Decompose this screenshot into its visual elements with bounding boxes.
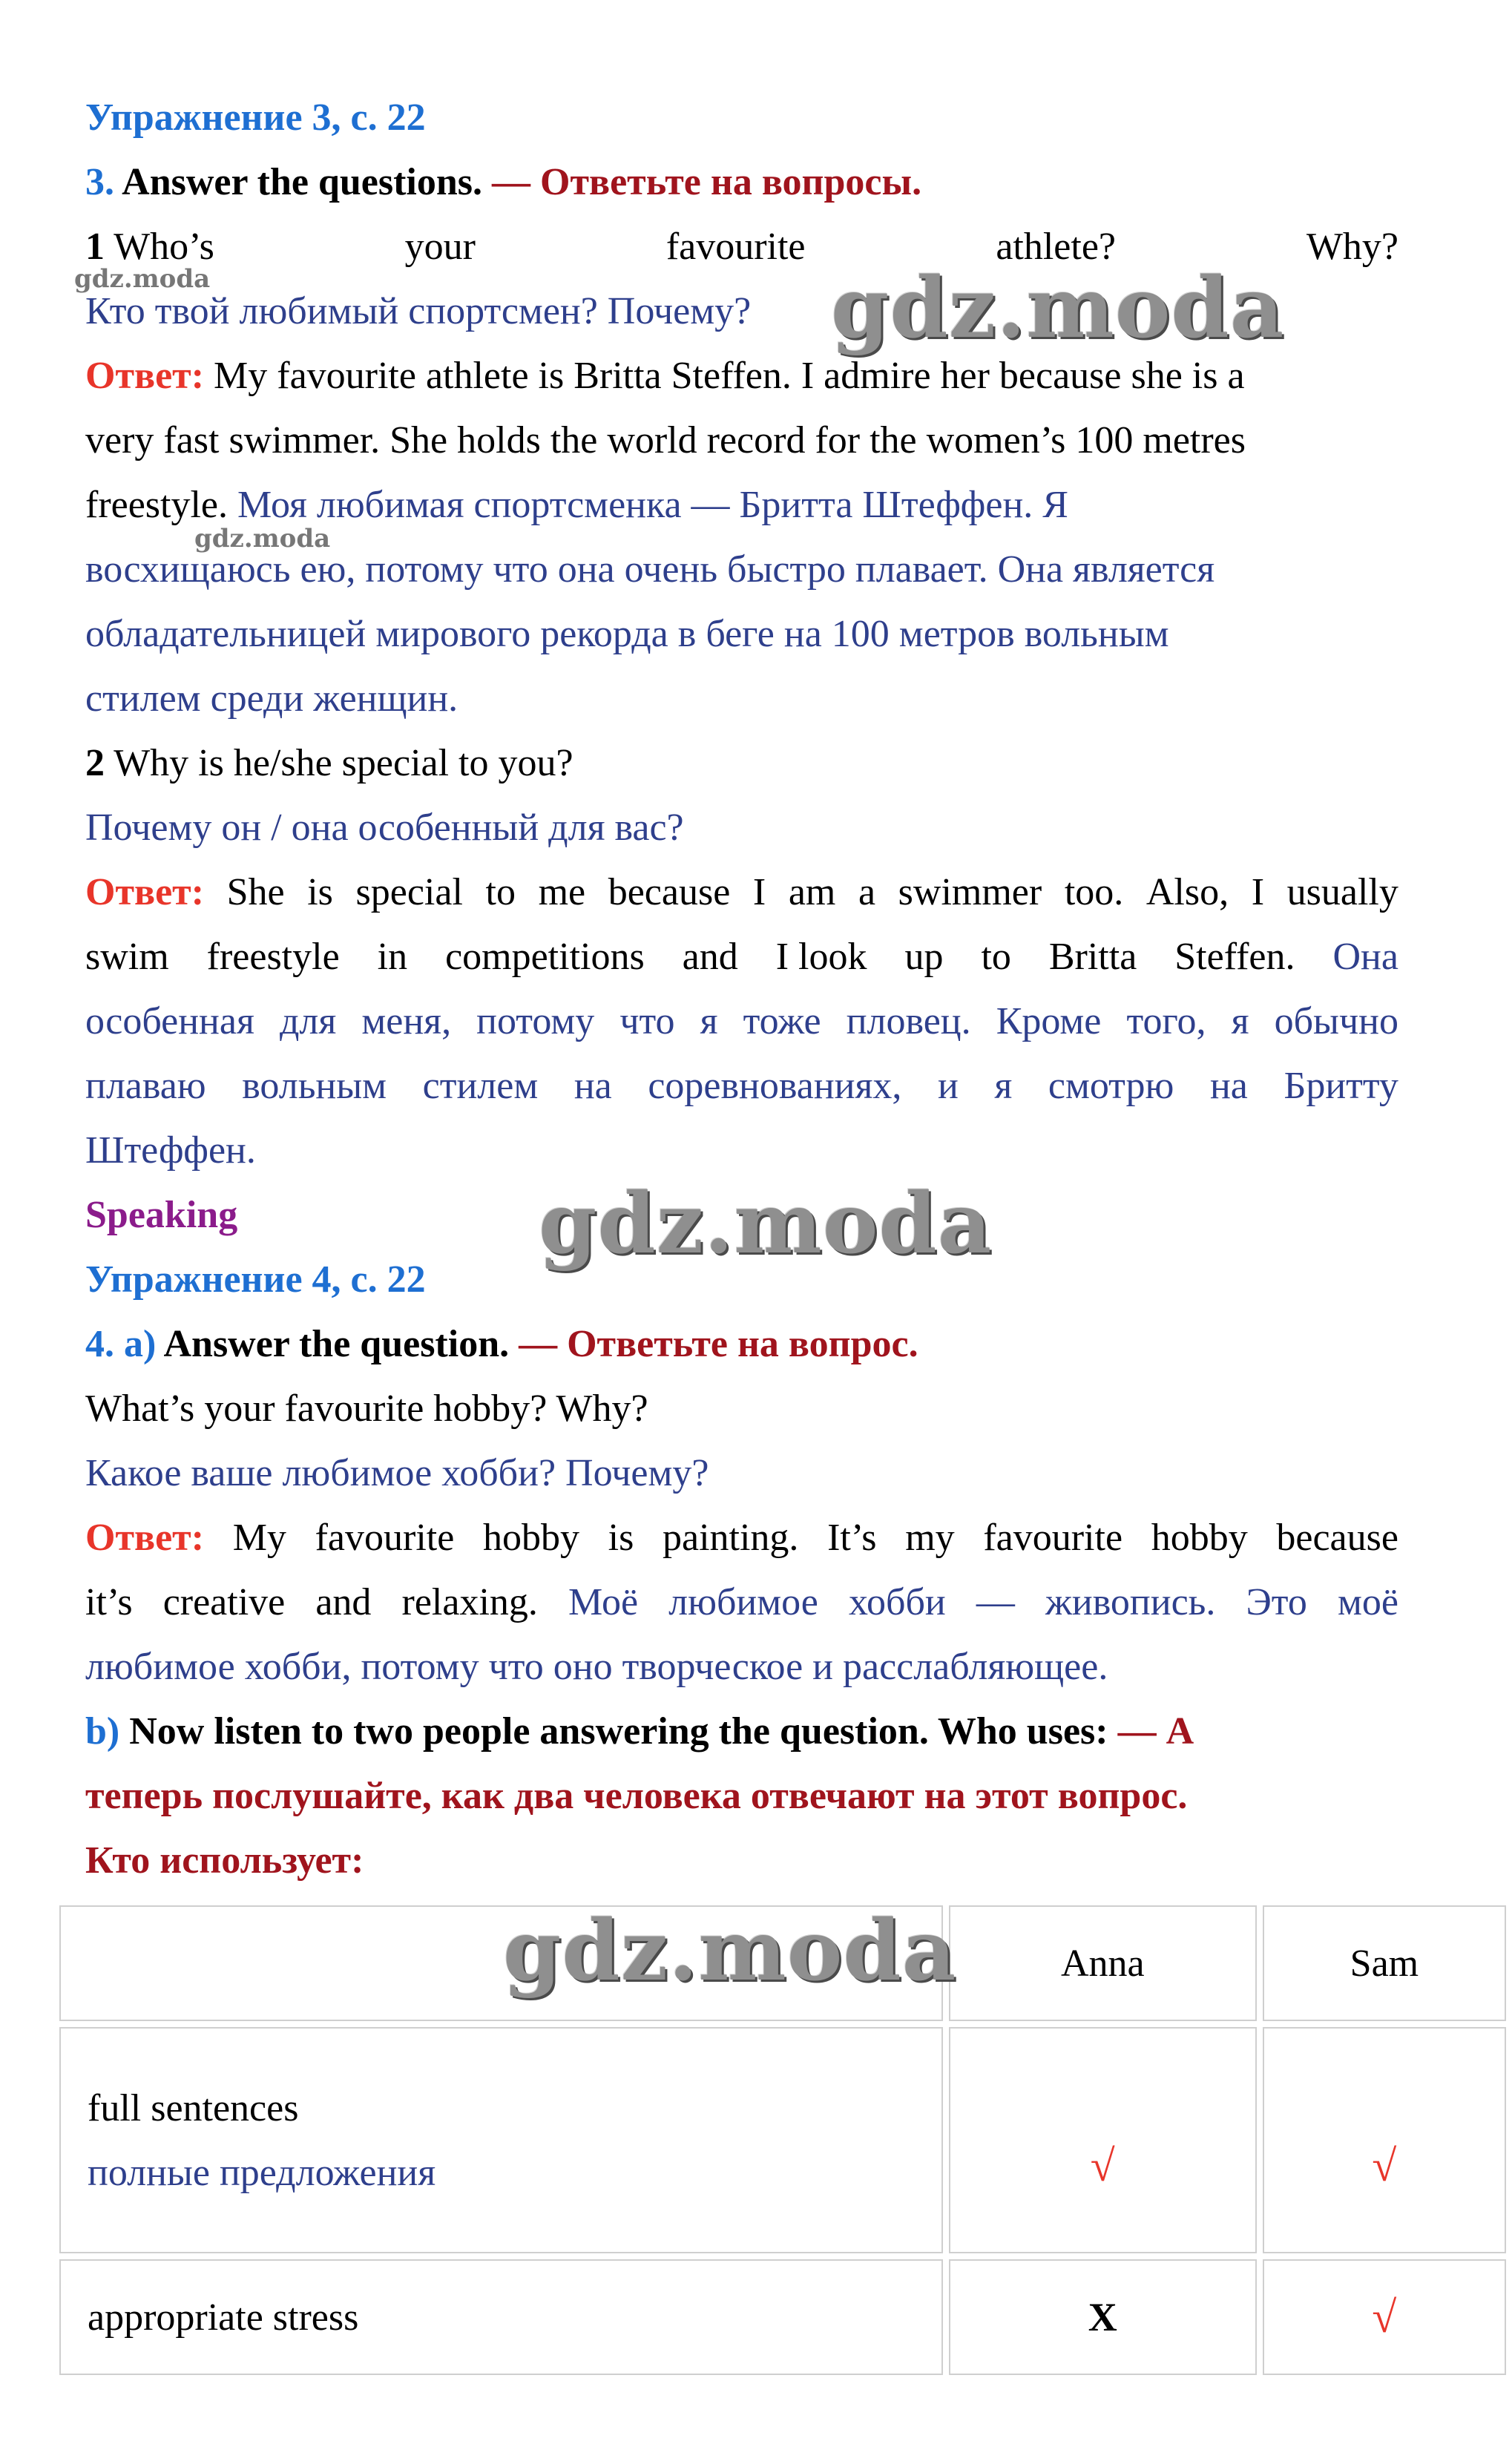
ex4-a-word: favourite	[983, 1517, 1123, 1559]
watermark: gdz.moda	[503, 1902, 957, 2000]
ex4b-ru1: — А	[1117, 1710, 1194, 1753]
a2-ru-line5: Штеффен.	[85, 1129, 256, 1172]
ex4-a-word-ru: Это	[1246, 1581, 1307, 1623]
a2-ru-word: пловец.	[846, 1000, 971, 1042]
a2-ru-word: для	[279, 1000, 337, 1042]
a2-ru-word: особенная	[85, 1000, 254, 1042]
ex4-a-word: My	[232, 1517, 286, 1559]
row-label-en: appropriate stress	[59, 2259, 943, 2375]
a2-word: I	[752, 871, 766, 913]
a2-word: up	[904, 936, 944, 978]
ex4-a-word: my	[905, 1517, 955, 1559]
ex4-a-word-ru: моё	[1337, 1581, 1398, 1623]
a2-line2	[85, 924, 1398, 989]
ex3-num: 3.	[85, 161, 114, 203]
ex4-a-word: It’s	[827, 1517, 877, 1559]
q1-word: your	[404, 226, 476, 268]
ex4-question-ru: Какое ваше любимое хобби? Почему?	[85, 1452, 709, 1494]
a2-word: is	[307, 871, 333, 913]
cross-mark: X	[1088, 2295, 1117, 2339]
a2-ru-word: смотрю	[1048, 1065, 1174, 1107]
a1-ru-line4: восхищаюсь ею, потому что она очень быстро плавает. Она является	[85, 548, 1215, 591]
a2-ru-word: обычно	[1274, 1000, 1398, 1042]
q2-line	[85, 731, 1398, 795]
a2-word-ru: Она	[1332, 936, 1398, 978]
ex4b-num: b)	[85, 1710, 120, 1753]
watermark: gdz.moda	[831, 260, 1285, 357]
ex3-heading: Упражнение 3, с. 22	[85, 96, 426, 139]
cell-sam	[1263, 2027, 1506, 2253]
col-anna-header: Anna	[949, 1905, 1257, 2021]
q1-word: Who’s	[114, 226, 214, 268]
a2-word: in	[377, 936, 408, 978]
ex4-num: 4. a)	[85, 1323, 157, 1365]
a1-ru-line6: стилем среди женщин.	[85, 677, 458, 720]
ex4-a-word: hobby	[482, 1517, 579, 1559]
a2-label: Ответ:	[85, 871, 205, 913]
ex3-task-ru: — Ответьте на вопросы.	[492, 161, 922, 203]
a2-ru-word: соревнованиях,	[648, 1065, 902, 1107]
table-row	[59, 2027, 1506, 2253]
q1-word: athlete?	[996, 226, 1116, 268]
a2-ru-word: вольным	[242, 1065, 387, 1107]
cell-sam	[1263, 2259, 1506, 2375]
q1-word: favourite	[665, 226, 806, 268]
a2-word: too.	[1064, 871, 1124, 913]
row-label	[59, 2027, 943, 2253]
col-sam-header: Sam	[1263, 1905, 1506, 2021]
a2-word: competitions	[445, 936, 645, 978]
ex4-a-word: painting.	[663, 1517, 799, 1559]
ex4-a-word: creative	[162, 1581, 286, 1623]
ex4-a-word-ru: Моё	[568, 1581, 639, 1623]
ex4-a-line1	[85, 1505, 1398, 1570]
a2-word: usually	[1286, 871, 1398, 913]
a1-line2: very fast swimmer. She holds the world record for the women’s 100 metres	[85, 419, 1246, 462]
ex4-a-word-ru: любимое	[668, 1581, 818, 1623]
ex4b-en: Now listen to two people answering the question. Who uses:	[129, 1710, 1108, 1753]
watermark-small: gdz.moda	[194, 524, 331, 554]
a2-word: am	[788, 871, 836, 913]
a1-ru-line5: обладательницей мирового рекорда в беге на 100 метров вольным	[85, 613, 1169, 655]
q1-num: 1	[85, 226, 105, 268]
a2-word: a	[858, 871, 876, 913]
a2-ru-word: на	[1209, 1065, 1248, 1107]
a2-ru-word: что	[619, 1000, 675, 1042]
check-mark: √	[1372, 2141, 1397, 2190]
q2-num: 2	[85, 742, 105, 784]
a2-word: to	[485, 871, 516, 913]
ex4-a-line2	[85, 1570, 1398, 1635]
a2-word: I look	[775, 936, 867, 978]
a2-ru-word: стилем	[422, 1065, 539, 1107]
watermark-small: gdz.moda	[74, 264, 211, 294]
a2-word: Steffen.	[1174, 936, 1295, 978]
ex4-a-word: it’s	[85, 1581, 133, 1623]
cell-anna	[949, 2259, 1257, 2375]
a2-word: Also,	[1145, 871, 1229, 913]
ex4-task-en: Answer the question.	[163, 1323, 510, 1365]
watermark: gdz.moda	[539, 1175, 993, 1272]
a1-text1: My favourite athlete is Britta Steffen. I admire her because she is a	[214, 355, 1245, 397]
ex4-a-word: because	[1276, 1517, 1398, 1559]
a1-label: Ответ:	[85, 355, 205, 397]
a2-ru-word: тоже	[743, 1000, 821, 1042]
ex4b-ru-line2: теперь послушайте, как два человека отвечают на этот вопрос.	[85, 1775, 1188, 1817]
check-mark: √	[1090, 2141, 1115, 2190]
a2-word: I	[1251, 871, 1265, 913]
ex4-a-word-ru: живопись.	[1045, 1581, 1216, 1623]
ex4-a-word: favourite	[315, 1517, 455, 1559]
a1-text3-ru: Моя любимая спортсменка — Бритта Штеффен. Я	[228, 484, 1068, 526]
ex4-heading: Упражнение 4, с. 22	[85, 1258, 426, 1301]
q2-en: Why is he/she special to you?	[114, 742, 573, 784]
row-label-ru: полные предложения	[88, 2151, 436, 2194]
a2-ru-word: Кроме	[996, 1000, 1102, 1042]
q1-word: Why?	[1306, 226, 1398, 268]
a2-ru-word: и	[937, 1065, 959, 1107]
a2-ru-word: я	[700, 1000, 718, 1042]
a2-ru-line4	[85, 1054, 1398, 1118]
ex4-a-word-ru: хобби	[848, 1581, 946, 1623]
ex4-a-word: and	[315, 1581, 372, 1623]
ex4-question: What’s your favourite hobby? Why?	[85, 1387, 648, 1430]
check-mark: √	[1372, 2292, 1397, 2342]
ex4-a-label: Ответ:	[85, 1517, 205, 1559]
a2-word: and	[682, 936, 738, 978]
table-row	[59, 2259, 1506, 2375]
ex4-task-ru: — Ответьте на вопрос.	[519, 1323, 918, 1365]
ex4-a-word: hobby	[1151, 1517, 1248, 1559]
row-label-en: full sentences	[88, 2086, 299, 2129]
q1-translation: Кто твой любимый спортсмен? Почему?	[85, 290, 752, 332]
a2-word: me	[538, 871, 586, 913]
ex3-task	[85, 150, 1398, 214]
a2-ru-line3	[85, 989, 1398, 1054]
a2-word: swimmer	[898, 871, 1042, 913]
speaking-heading: Speaking	[85, 1194, 238, 1236]
ex3-task-en: Answer the questions.	[122, 161, 483, 203]
a2-ru-word: Бритту	[1283, 1065, 1398, 1107]
a2-ru-word: меня,	[361, 1000, 452, 1042]
a2-word: freestyle	[206, 936, 340, 978]
a1-text3-en: freestyle.	[85, 484, 229, 526]
ex4-a-line3: любимое хобби, потому что оно творческое и расслабляющее.	[85, 1646, 1108, 1688]
a2-line1	[85, 860, 1398, 924]
ex4-task	[85, 1312, 1398, 1376]
a2-word: to	[981, 936, 1011, 978]
a2-word: She	[226, 871, 285, 913]
cell-anna	[949, 2027, 1257, 2253]
a2-ru-word: я	[994, 1065, 1013, 1107]
ex4b-ru-line3: Кто использует:	[85, 1839, 364, 1882]
a2-ru-word: я	[1231, 1000, 1249, 1042]
a2-ru-word: потому	[476, 1000, 595, 1042]
a2-word: Britta	[1048, 936, 1137, 978]
a2-ru-word: того,	[1126, 1000, 1206, 1042]
a2-word: because	[608, 871, 731, 913]
ex4b-task	[85, 1699, 1398, 1764]
a2-word: swim	[85, 936, 169, 978]
a2-word: special	[355, 871, 463, 913]
q2-translation: Почему он / она особенный для вас?	[85, 807, 684, 849]
a2-ru-word: на	[573, 1065, 612, 1107]
ex4-a-word: relaxing.	[401, 1581, 538, 1623]
a2-ru-word: плаваю	[85, 1065, 206, 1107]
ex4-a-word: is	[608, 1517, 634, 1559]
ex4-a-word-ru: —	[976, 1581, 1015, 1623]
